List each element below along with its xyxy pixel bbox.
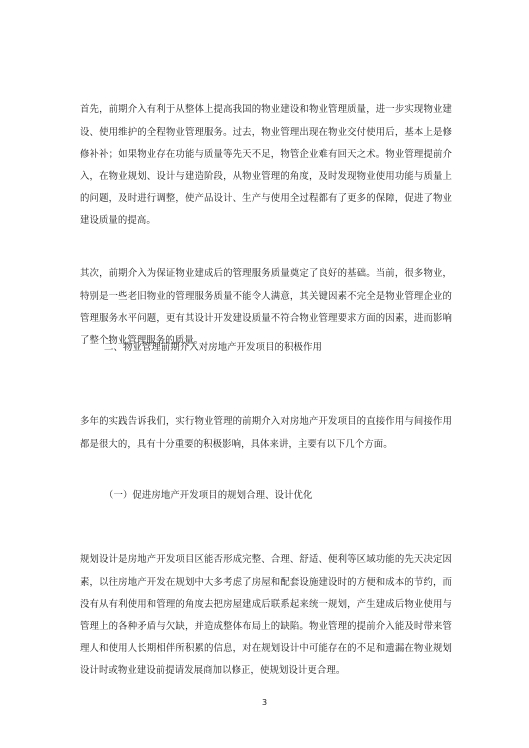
paragraph-service-foundation: 其次，前期介入为保证物业建成后的管理服务质量奠定了良好的基础。当前，很多物业，特别是一些老旧物业的管理服务质量不能令人满意，其关键因素不完全是物业管理企业的管理服务水平问题，更有其设计开发建设质量不符合物业管理要求方面的因素，进而影响了整个物业管理服务的质量。: [80, 268, 452, 346]
paragraph-planning-design: 规划设计是房地产开发项目区能否形成完整、合理、舒适、便利等区域功能的先天决定因素，以往房地产开发在规划中大多考虑了房屋和配套设施建设时的方便和成本的节约，而没有从有利使用和管理的角度去把房屋建成后联系起来统一规划，产生建成后物业使用与管理上的各种矛盾与欠缺，并造成整体布局上的缺陷。物业管理的提前介入能及时带来管理人和使用人长期相伴所积累的信息，对在规划设计中可能存在的不足和遗漏在物业规划设计时或物业建设前提请发展商加以修正，使规划设计更合理。: [80, 554, 452, 677]
page-number: 3: [261, 698, 268, 707]
paragraph-early-intervention-quality: 首先，前期介入有利于从整体上提高我国的物业建设和物业管理质量，进一步实现物业建设、使用维护的全程物业管理服务。过去，物业管理出现在物业交付使用后，基本上是修修补补；如果物业存在功能与质量等先天不足，物管企业难有回天之术。物业管理提前介入，在物业规划、设计与建造阶段，从物业管理的角度，及时发现物业使用功能与质量上的问题，及时进行调整，使产品设计、生产与使用全过程都有了更多的保障，促进了物业建设质量的提高。: [80, 104, 452, 227]
section-heading: 二、物业管理前期介入对房地产开发项目的积极作用: [104, 342, 322, 354]
subsection-heading: （一）促进房地产开发项目的规划合理、设计优化: [104, 490, 313, 502]
paragraph-practice-effects: 多年的实践告诉我们，实行物业管理的前期介入对房地产开发项目的直接作用与间接作用都是很大的，具有十分重要的积极影响，具体来讲，主要有以下几个方面。: [80, 416, 452, 450]
